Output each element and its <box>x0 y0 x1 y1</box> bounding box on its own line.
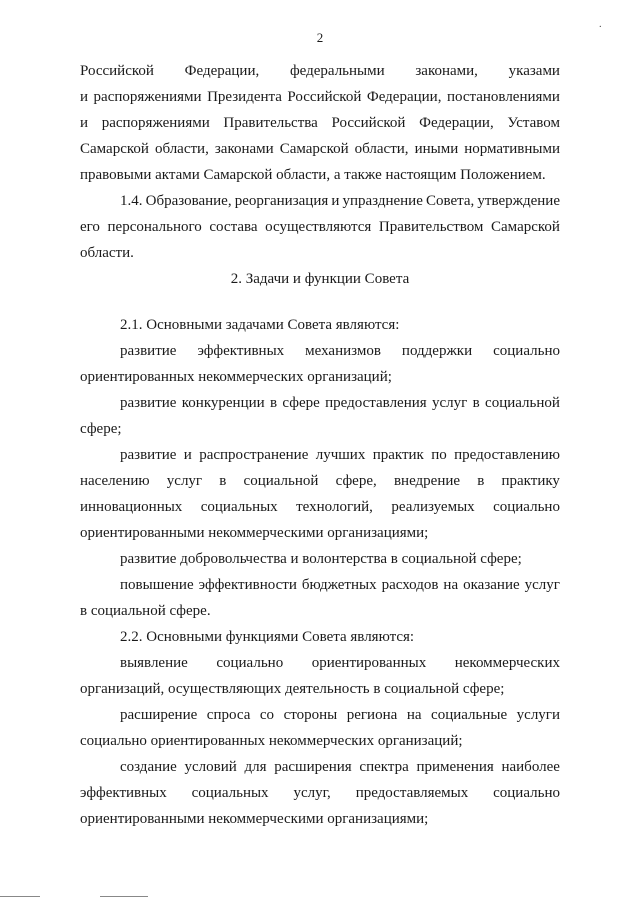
word: оказание <box>463 577 520 593</box>
word: некоммерческих <box>454 655 560 671</box>
word: технологий, <box>296 499 373 515</box>
word: механизмов <box>305 343 381 359</box>
word: выявление <box>120 655 188 671</box>
word: поддержки <box>401 343 473 359</box>
text-line <box>80 110 560 136</box>
text-line: сфере; <box>80 421 122 437</box>
word: Федерации, <box>184 63 260 79</box>
word: постановлениями <box>446 89 560 105</box>
word: в <box>219 473 227 489</box>
word: услуг <box>432 395 468 411</box>
word: иными <box>414 141 459 157</box>
word: Самарской <box>491 219 560 235</box>
word: Правительством <box>378 219 484 235</box>
text-line <box>80 390 560 416</box>
text-line <box>80 136 560 162</box>
word: региона <box>346 707 398 723</box>
tasks-intro: 2.1. Основными задачами Совета являются: <box>120 317 400 333</box>
scan-edge <box>0 896 640 897</box>
text-line <box>80 214 560 240</box>
word: расширения <box>274 759 352 775</box>
word: предоставлению <box>454 447 560 463</box>
word: Российской <box>287 89 362 105</box>
text-line <box>80 188 560 214</box>
text-line: правовыми актами Самарской области, а также настоящим Положением. <box>80 167 546 183</box>
text-line <box>80 572 560 598</box>
word: создание <box>120 759 177 775</box>
word: в <box>270 395 278 411</box>
word: бюджетных <box>301 577 377 593</box>
word: социальной <box>243 473 319 489</box>
word: на <box>406 707 422 723</box>
word: развитие <box>120 395 177 411</box>
word: инновационных <box>80 499 183 515</box>
word: эффективных <box>80 785 167 801</box>
word: и <box>331 193 340 209</box>
word: спроса <box>206 707 251 723</box>
word: и <box>183 447 192 463</box>
word: социальные <box>431 707 508 723</box>
word: Президента <box>207 89 282 105</box>
text-line: ориентированными некоммерческими организациями; <box>80 525 429 541</box>
word: реализуемых <box>391 499 475 515</box>
word: указами <box>508 63 560 79</box>
word: социальной <box>485 395 560 411</box>
text-line: ориентированных некоммерческих организаций; <box>80 369 392 385</box>
word: нормативными <box>464 141 560 157</box>
word: законами <box>214 141 274 157</box>
word: 1.4. <box>120 193 143 209</box>
word: в <box>477 473 485 489</box>
word: Федерации, <box>366 89 442 105</box>
word: области, <box>354 141 409 157</box>
word: Федерации, <box>419 115 494 131</box>
word: реорганизация <box>234 193 329 209</box>
word: для <box>244 759 267 775</box>
word: области, <box>154 141 209 157</box>
word: Самарской <box>80 141 149 157</box>
word: условий <box>184 759 237 775</box>
word: упразднение <box>342 193 423 209</box>
text-line <box>80 58 560 84</box>
text-line: организаций, осуществляющих деятельность в социальной сфере; <box>80 681 505 697</box>
word: и <box>80 115 89 131</box>
word: его <box>80 219 100 235</box>
word: социально <box>493 343 560 359</box>
word: и <box>80 89 89 105</box>
word: повышение <box>120 577 194 593</box>
word: сфере <box>282 395 320 411</box>
word: социально <box>216 655 284 671</box>
word: развитие <box>120 343 177 359</box>
word: социально <box>493 785 560 801</box>
word: Российской <box>80 63 154 79</box>
word: социальных <box>200 499 278 515</box>
word: распоряжениями <box>101 115 210 131</box>
word: социально <box>493 499 560 515</box>
text-line <box>80 780 560 806</box>
word: Уставом <box>507 115 560 131</box>
text-line: ориентированными некоммерческими организациями; <box>80 811 429 827</box>
text-line: социально ориентированных некоммерческих организаций; <box>80 733 463 749</box>
word: Правительства <box>223 115 318 131</box>
document-body <box>80 58 560 832</box>
word: персонального <box>107 219 202 235</box>
word: Российской <box>331 115 406 131</box>
word: расходов <box>381 577 439 593</box>
word: утверждение <box>477 193 560 209</box>
word: социальных <box>191 785 269 801</box>
word: федеральными <box>289 63 385 79</box>
word: ориентированных <box>311 655 427 671</box>
word: в <box>472 395 480 411</box>
word: услуг, <box>293 785 331 801</box>
word: Самарской <box>279 141 349 157</box>
word: на <box>443 577 459 593</box>
text-line <box>80 442 560 468</box>
word: предоставляемых <box>355 785 469 801</box>
word: услуг <box>524 577 560 593</box>
text-line <box>80 494 560 520</box>
text-line <box>80 84 560 110</box>
word: практику <box>501 473 560 489</box>
page-number: 2 <box>316 30 324 45</box>
word: сфере, <box>335 473 377 489</box>
word: лучших <box>315 447 366 463</box>
word: Образование, <box>145 193 232 209</box>
word: распоряжениями <box>93 89 202 105</box>
section-heading: 2. Задачи и функции Совета <box>230 271 410 287</box>
text-line <box>80 702 560 728</box>
word: по <box>431 447 447 463</box>
text-line: области. <box>80 245 134 261</box>
word: законами, <box>415 63 478 79</box>
word: практик <box>372 447 424 463</box>
word: со <box>259 707 275 723</box>
functions-intro: 2.2. Основными функциями Совета являются: <box>120 629 415 645</box>
text-line <box>80 468 560 494</box>
text-line <box>80 754 560 780</box>
word: стороны <box>283 707 338 723</box>
word: внедрение <box>393 473 461 489</box>
word: наиболее <box>501 759 560 775</box>
word: населению <box>80 473 150 489</box>
word: расширение <box>120 707 198 723</box>
text-line <box>80 338 560 364</box>
scan-mark: · <box>598 22 602 33</box>
text-line: развитие добровольчества и волонтерства в социальной сфере; <box>120 551 522 567</box>
text-line <box>80 650 560 676</box>
word: развитие <box>120 447 177 463</box>
text-line: в социальной сфере. <box>80 603 211 619</box>
word: осуществляются <box>265 219 372 235</box>
word: распространение <box>199 447 309 463</box>
word: Совета, <box>425 193 475 209</box>
word: предоставления <box>325 395 427 411</box>
word: услуги <box>516 707 560 723</box>
word: услуг <box>166 473 203 489</box>
word: эффективных <box>197 343 285 359</box>
word: состава <box>209 219 258 235</box>
word: спектра <box>359 759 409 775</box>
word: конкуренции <box>181 395 265 411</box>
word: применения <box>416 759 494 775</box>
word: эффективности <box>198 577 297 593</box>
